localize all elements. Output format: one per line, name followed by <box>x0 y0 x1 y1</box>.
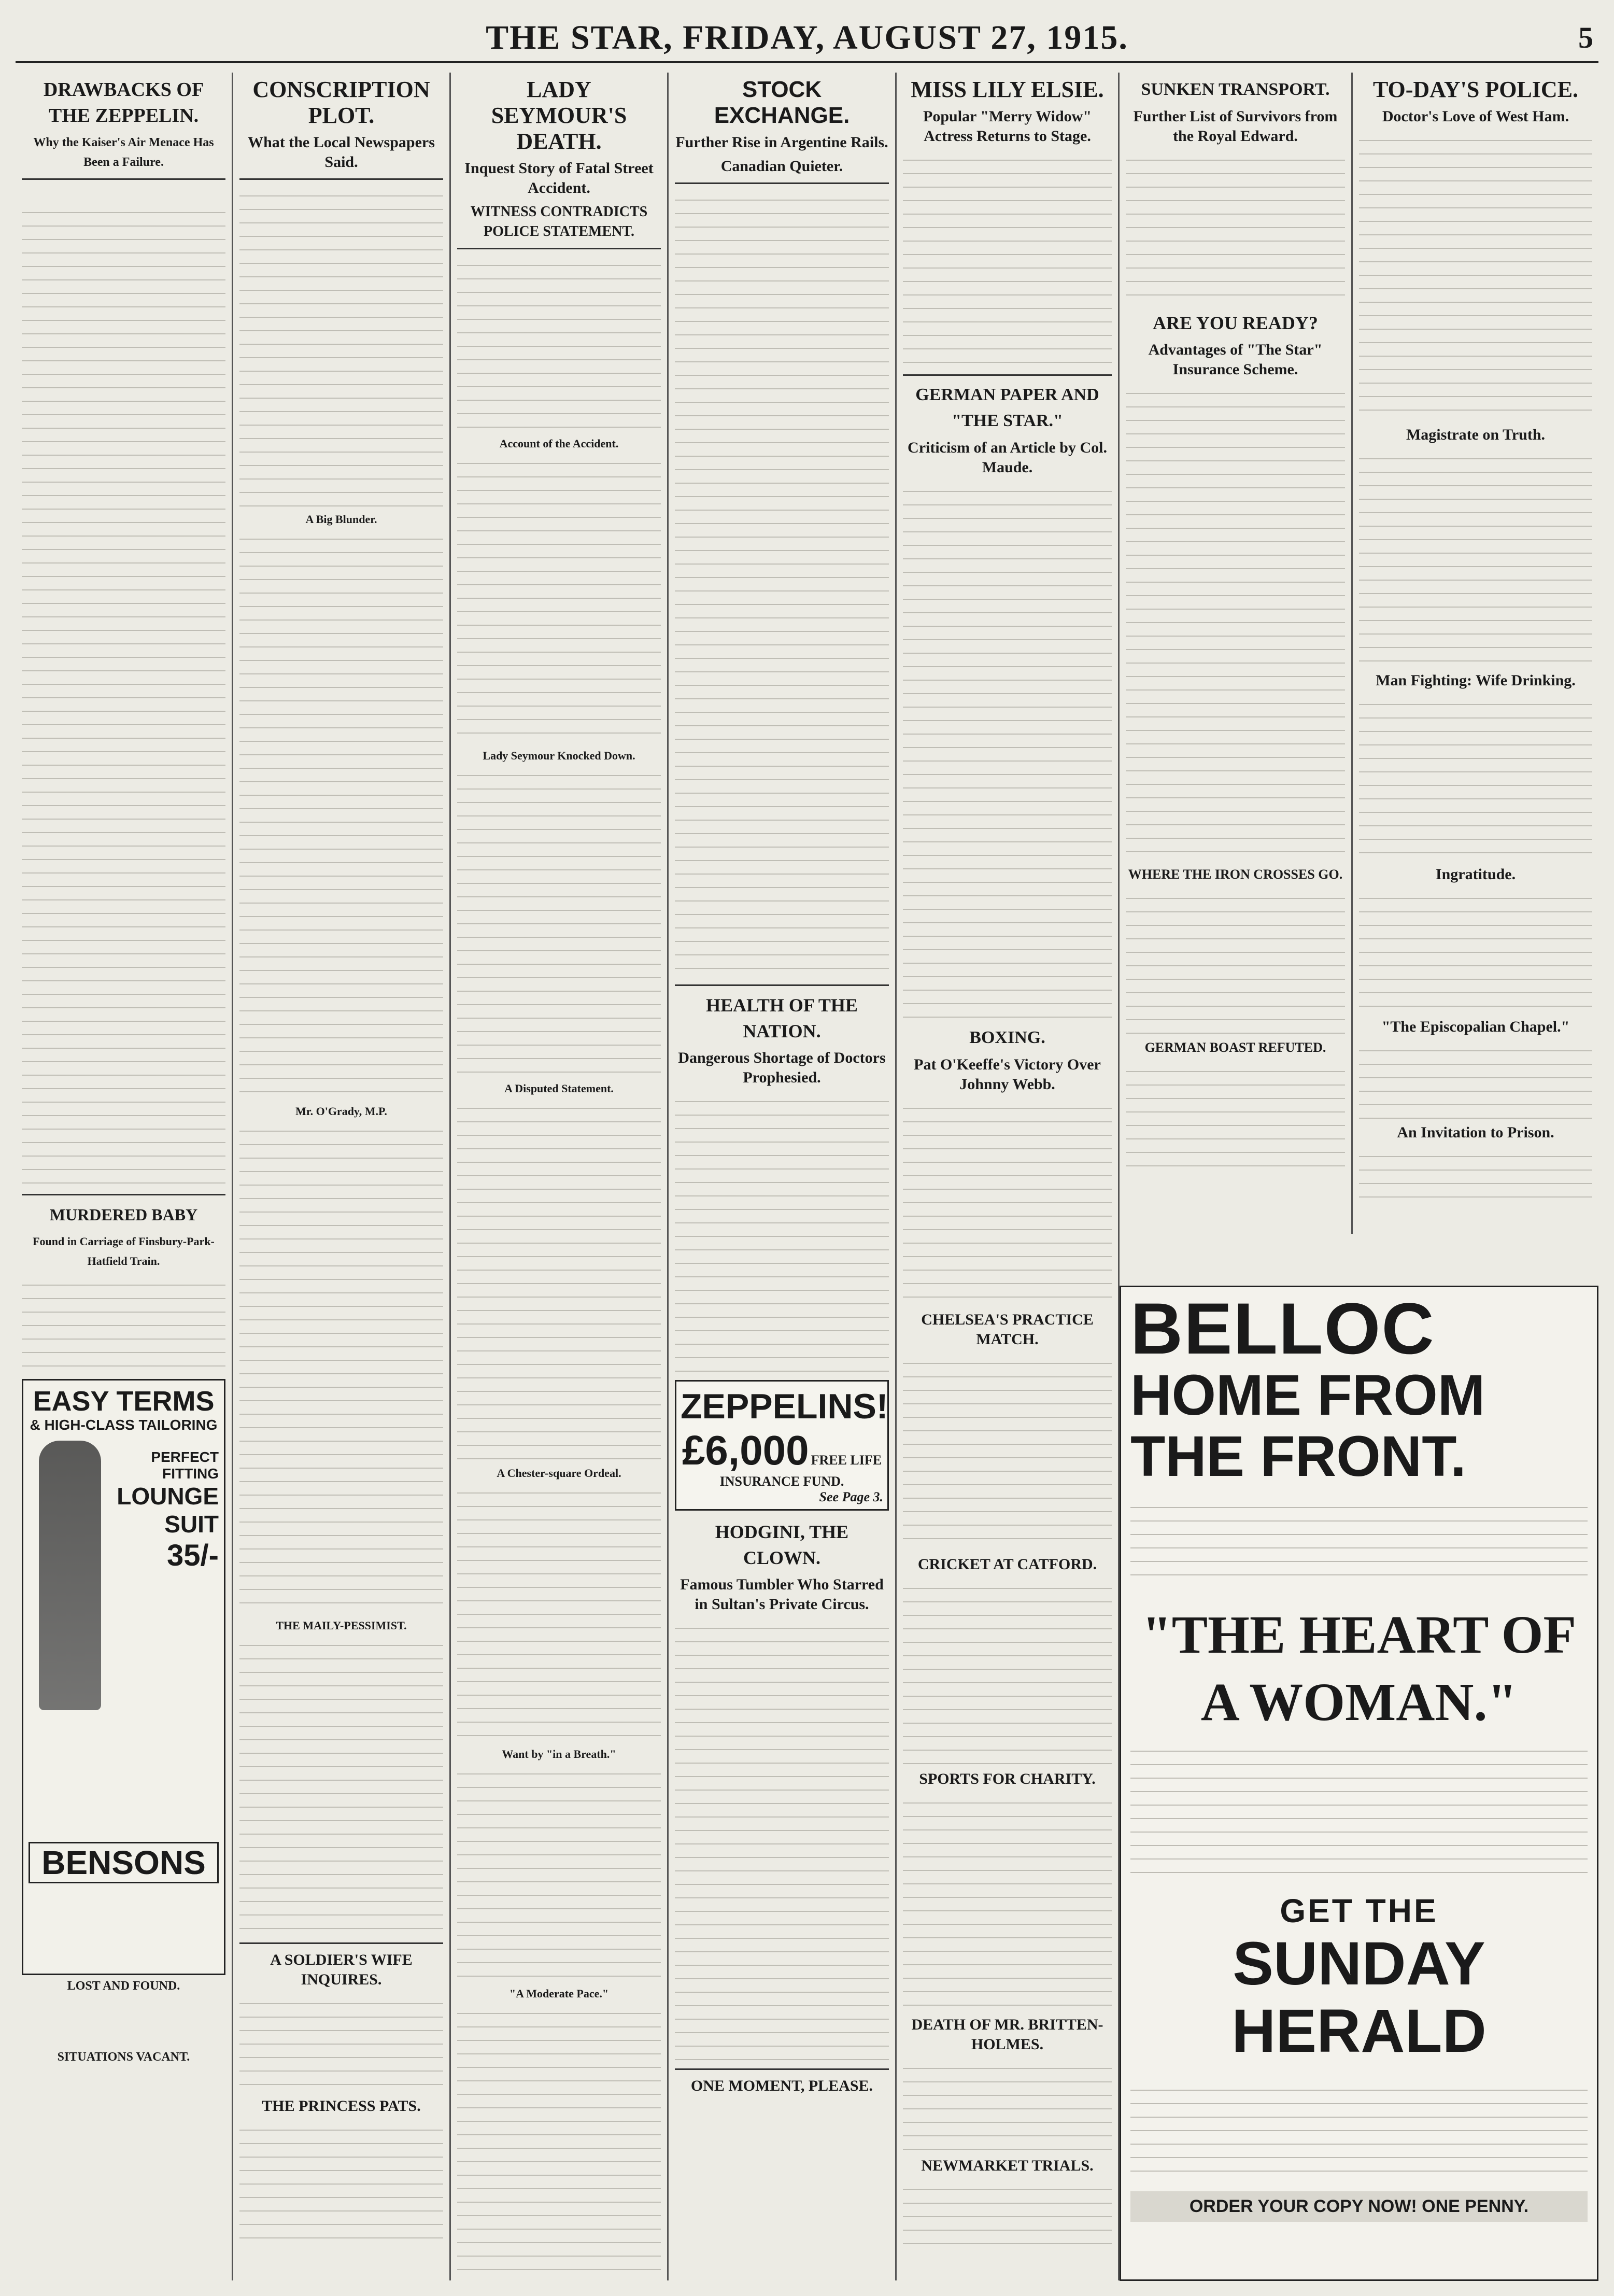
subhead-west-ham: Doctor's Love of West Ham. <box>1382 108 1569 125</box>
text-block <box>903 482 1112 1021</box>
text-block <box>239 1636 443 1936</box>
text-block <box>1359 1147 1592 1204</box>
subhead-lily-elsie: Popular "Merry Widow" Actress Returns to Stage. <box>923 108 1092 145</box>
lounge-suit: LOUNGE SUIT <box>117 1483 219 1538</box>
headline-german-paper: GERMAN PAPER AND "THE STAR." <box>915 385 1099 430</box>
text-block <box>903 2059 1112 2152</box>
subhead-canadian: Canadian Quieter. <box>720 158 843 175</box>
subhead-health: Dangerous Shortage of Doctors Prophesied. <box>678 1049 886 1086</box>
suit-figure-icon <box>39 1441 101 1710</box>
paragraph-head: Lady Seymour Knocked Down. <box>483 749 635 762</box>
tailoring: & HIGH-CLASS TAILORING <box>30 1417 218 1433</box>
belloc-home: HOME FROM <box>1130 1363 1485 1427</box>
text-block <box>1126 889 1345 1034</box>
text-block <box>457 2004 661 2280</box>
text-block <box>457 766 661 1077</box>
divider <box>675 984 889 986</box>
text-block <box>1126 384 1345 861</box>
headline-boxing: BOXING. <box>969 1028 1045 1047</box>
subhead-argentine: Further Rise in Argentine Rails. <box>675 134 888 151</box>
text-block <box>675 1092 889 1372</box>
subhead-murdered-baby: Found in Carriage of Finsbury-Park-Hatfield Train. <box>33 1235 215 1267</box>
paragraph-head: A Disputed Statement. <box>504 1082 614 1095</box>
paragraph-head: Magistrate on Truth. <box>1406 426 1546 443</box>
zeppelins-insurance-advert <box>675 1380 889 1511</box>
column-7 <box>1353 73 1598 1234</box>
divider <box>22 1194 225 1195</box>
headline-are-you-ready: ARE YOU READY? <box>1153 313 1318 333</box>
text-block <box>903 1579 1112 1765</box>
article-text <box>22 186 225 200</box>
divider <box>239 1942 443 1944</box>
text-block <box>1359 449 1592 667</box>
text-block <box>457 454 661 744</box>
headline-hodgini: HODGINI, THE CLOWN. <box>715 1522 849 1568</box>
paragraph-head: THE MAILY-PESSIMIST. <box>276 1619 407 1632</box>
headline-soldiers-wife: A SOLDIER'S WIFE INQUIRES. <box>270 1951 413 1988</box>
text-block <box>903 1098 1112 1306</box>
insurance-fund: FREE LIFE INSURANCE FUND. <box>719 1453 882 1489</box>
paragraph-head: A Chester-square Ordeal. <box>497 1467 621 1480</box>
text-block <box>1359 889 1592 1013</box>
headline-lady-seymour: LADY SEYMOUR'S DEATH. <box>491 77 627 154</box>
situations-vacant-heading: SITUATIONS VACANT. <box>57 2050 190 2064</box>
get-the: GET THE <box>1280 1892 1438 1929</box>
paragraph-head: Want by "in a Breath." <box>502 1748 616 1760</box>
belloc-title: BELLOC <box>1130 1288 1435 1369</box>
page-number: 5 <box>1578 21 1593 54</box>
text-block <box>239 1121 443 1614</box>
see-page-link[interactable]: See Page 3. <box>819 1489 883 1504</box>
subhead-insurance: Advantages of "The Star" Insurance Scheme. <box>1148 341 1323 378</box>
easy-terms: EASY TERMS <box>33 1386 215 1417</box>
headline-lily-elsie: MISS LILY ELSIE. <box>911 77 1104 102</box>
subhead-lady-seymour: Inquest Story of Fatal Street Accident. <box>464 160 654 196</box>
zeppelins-title: ZEPPELINS! <box>681 1387 888 1426</box>
column-6 <box>1120 73 1353 1234</box>
text-block <box>903 150 1112 368</box>
paragraph-head: Account of the Accident. <box>499 437 619 450</box>
belloc-front: THE FRONT. <box>1130 1425 1466 1488</box>
paragraph-head: A Big Blunder. <box>305 513 377 526</box>
text-block <box>457 1098 661 1461</box>
column-3 <box>451 73 669 2280</box>
text-block <box>22 203 225 1188</box>
paragraph-head: An Invitation to Prison. <box>1397 1124 1554 1141</box>
subhead-witness: WITNESS CONTRADICTS POLICE STATEMENT. <box>470 204 648 240</box>
masthead <box>16 15 1598 63</box>
text-block <box>903 1793 1112 2011</box>
sunday-herald: SUNDAY HERALD <box>1231 1929 1486 2065</box>
headline-newmarket: NEWMARKET TRIALS. <box>921 2157 1094 2174</box>
text-block <box>1126 1062 1345 1176</box>
paragraph-head: Mr. O'Grady, M.P. <box>295 1105 387 1118</box>
text-block <box>903 1354 1112 1551</box>
headline-german-boast: GERMAN BOAST REFUTED. <box>1144 1040 1326 1055</box>
text-block <box>1130 2080 1588 2184</box>
bensons-logo: BENSONS <box>29 1842 219 1883</box>
subhead-royal-edward: Further List of Survivors from the Royal Edward. <box>1133 108 1338 145</box>
headline-zeppelin: DRAWBACKS OF THE ZEPPELIN. <box>43 79 204 126</box>
column-1 <box>16 73 233 2280</box>
text-block <box>903 2180 1112 2252</box>
headline-britten-holmes: DEATH OF MR. BRITTEN-HOLMES. <box>911 2016 1103 2053</box>
lost-and-found-heading: LOST AND FOUND. <box>67 1979 180 1993</box>
subhead-german-paper: Criticism of an Article by Col. Maude. <box>908 439 1107 476</box>
heart-of-woman-line1: "THE HEART OF <box>1141 1605 1577 1665</box>
heart-of-woman-line2: A WOMAN." <box>1200 1672 1518 1732</box>
subhead-conscription: What the Local Newspapers Said. <box>248 134 435 171</box>
column-4 <box>669 73 897 2280</box>
headline-murdered-baby: MURDERED BABY <box>49 1205 198 1224</box>
divider <box>675 182 889 184</box>
headline-one-moment: ONE MOMENT, PLEASE. <box>675 2068 889 2099</box>
text-block <box>1130 1498 1588 1586</box>
sunday-herald-advert <box>1120 1286 1598 2281</box>
divider <box>903 374 1112 376</box>
headline-princess-pats: THE PRINCESS PATS. <box>262 2097 421 2115</box>
text-block <box>1359 1041 1592 1119</box>
subhead-hodgini: Famous Tumbler Who Starred in Sultan's Private Circus. <box>680 1576 884 1613</box>
text-block <box>22 1275 225 1369</box>
text-block <box>675 1618 889 2064</box>
text-block <box>457 1764 661 1982</box>
headline-chelsea: CHELSEA'S PRACTICE MATCH. <box>921 1311 1094 1348</box>
text-block <box>1359 131 1592 421</box>
headline-police: TO-DAY'S POLICE. <box>1372 77 1579 102</box>
paragraph-head: "A Moderate Pace." <box>509 1987 609 2000</box>
text-block <box>1359 695 1592 861</box>
text-block <box>1130 1741 1588 1876</box>
bensons-advert <box>22 1379 225 1975</box>
paragraph-head: Ingratitude. <box>1435 866 1516 883</box>
headline-iron-crosses: WHERE THE IRON CROSSES GO. <box>1128 867 1343 882</box>
insurance-amount: £6,000 <box>682 1427 809 1473</box>
headline-stock-exchange: STOCK EXCHANGE. <box>714 77 850 128</box>
headline-sports-charity: SPORTS FOR CHARITY. <box>919 1770 1096 1787</box>
suit-price: 35/- <box>167 1539 219 1572</box>
text-block <box>239 186 443 508</box>
subhead-zeppelin: Why the Kaiser's Air Menace Has Been a Failure. <box>33 136 214 169</box>
text-block <box>457 1483 661 1742</box>
headline-health: HEALTH OF THE NATION. <box>706 995 858 1041</box>
headline-cricket: CRICKET AT CATFORD. <box>917 1556 1097 1573</box>
text-block <box>1126 150 1345 306</box>
divider <box>457 248 661 249</box>
text-block <box>457 256 661 432</box>
text-block <box>675 190 889 978</box>
divider <box>22 178 225 180</box>
perfect-fitting: PERFECT FITTING <box>151 1449 219 1482</box>
headline-sunken-transport: SUNKEN TRANSPORT. <box>1141 80 1330 99</box>
text-block <box>239 529 443 1100</box>
paragraph-head: "The Episcopalian Chapel." <box>1381 1018 1570 1035</box>
column-5 <box>897 73 1120 2280</box>
order-copy-link[interactable]: ORDER YOUR COPY NOW! ONE PENNY. <box>1130 2191 1588 2222</box>
text-block <box>239 2120 443 2245</box>
divider <box>239 178 443 180</box>
paragraph-head: Man Fighting: Wife Drinking. <box>1376 672 1576 689</box>
masthead-title: THE STAR, FRIDAY, AUGUST 27, 1915. <box>486 19 1128 57</box>
subhead-boxing: Pat O'Keeffe's Victory Over Johnny Webb. <box>914 1056 1101 1093</box>
text-block <box>239 1994 443 2092</box>
column-2 <box>233 73 451 2280</box>
headline-conscription: CONSCRIPTION PLOT. <box>252 77 430 128</box>
